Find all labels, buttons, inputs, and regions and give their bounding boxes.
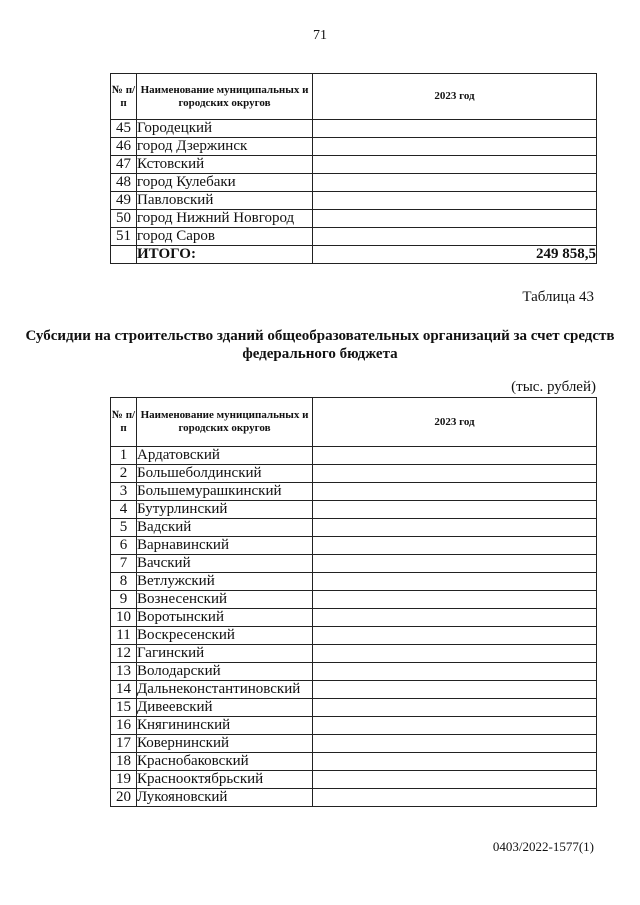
table-row bbox=[111, 555, 597, 573]
subsidy-table-continued bbox=[110, 73, 597, 264]
value-cell bbox=[313, 210, 597, 228]
total-label: ИТОГО: bbox=[137, 246, 313, 264]
table-row bbox=[111, 681, 597, 699]
municipality-name: Княгининский bbox=[137, 717, 313, 735]
value-cell bbox=[313, 156, 597, 174]
table-caption: Таблица 43 bbox=[522, 289, 594, 305]
municipality-name: Павловский bbox=[137, 192, 313, 210]
table-row bbox=[111, 591, 597, 609]
header-municipality: Наименование муниципальных и городских округов bbox=[137, 398, 313, 447]
value-cell bbox=[313, 735, 597, 753]
row-number: 15 bbox=[111, 699, 137, 717]
row-number: 48 bbox=[111, 174, 137, 192]
row-number: 8 bbox=[111, 573, 137, 591]
value-cell bbox=[313, 609, 597, 627]
row-number: 10 bbox=[111, 609, 137, 627]
table-row bbox=[111, 771, 597, 789]
municipality-name: Лукояновский bbox=[137, 789, 313, 807]
municipality-name: Краснооктябрьский bbox=[137, 771, 313, 789]
row-number: 17 bbox=[111, 735, 137, 753]
table-row bbox=[111, 735, 597, 753]
value-cell bbox=[313, 555, 597, 573]
table-title: Субсидии на строительство зданий общеобразовательных организаций за счет средств федерального бюджета bbox=[25, 328, 615, 362]
table-row bbox=[111, 174, 597, 192]
table-row bbox=[111, 537, 597, 555]
subsidy-table bbox=[110, 397, 597, 807]
municipality-name: Вознесенский bbox=[137, 591, 313, 609]
value-cell bbox=[313, 771, 597, 789]
value-cell bbox=[313, 699, 597, 717]
value-cell bbox=[313, 717, 597, 735]
unit-label: (тыс. рублей) bbox=[511, 379, 596, 395]
table-row bbox=[111, 120, 597, 138]
municipality-name: Володарский bbox=[137, 663, 313, 681]
header-year: 2023 год bbox=[313, 74, 597, 120]
row-number: 50 bbox=[111, 210, 137, 228]
municipality-name: Ковернинский bbox=[137, 735, 313, 753]
value-cell bbox=[313, 519, 597, 537]
value-cell bbox=[313, 591, 597, 609]
row-number: 4 bbox=[111, 501, 137, 519]
municipality-name: Вачский bbox=[137, 555, 313, 573]
row-number: 47 bbox=[111, 156, 137, 174]
header-number: № п/п bbox=[111, 74, 137, 120]
table-row bbox=[111, 717, 597, 735]
municipality-name: Бутурлинский bbox=[137, 501, 313, 519]
municipality-name: город Нижний Новгород bbox=[137, 210, 313, 228]
table-row bbox=[111, 156, 597, 174]
table-header-row bbox=[111, 74, 597, 120]
table-row bbox=[111, 789, 597, 807]
table-row bbox=[111, 138, 597, 156]
municipality-name: Дальнеконстантиновский bbox=[137, 681, 313, 699]
table-row bbox=[111, 210, 597, 228]
table-row bbox=[111, 609, 597, 627]
page-number: 71 bbox=[313, 28, 327, 43]
row-number: 14 bbox=[111, 681, 137, 699]
table-row bbox=[111, 447, 597, 465]
value-cell bbox=[313, 501, 597, 519]
table-row bbox=[111, 573, 597, 591]
municipality-name: Воскресенский bbox=[137, 627, 313, 645]
table-row bbox=[111, 519, 597, 537]
table-row bbox=[111, 753, 597, 771]
municipality-name: Краснобаковский bbox=[137, 753, 313, 771]
table-row bbox=[111, 483, 597, 501]
row-number: 51 bbox=[111, 228, 137, 246]
municipality-name: Вадский bbox=[137, 519, 313, 537]
municipality-name: Ветлужский bbox=[137, 573, 313, 591]
value-cell bbox=[313, 465, 597, 483]
table-row bbox=[111, 699, 597, 717]
municipality-name: Большеболдинский bbox=[137, 465, 313, 483]
table-row bbox=[111, 645, 597, 663]
table-row bbox=[111, 465, 597, 483]
row-number: 46 bbox=[111, 138, 137, 156]
table-header-row bbox=[111, 398, 597, 447]
total-row bbox=[111, 246, 597, 264]
value-cell bbox=[313, 174, 597, 192]
row-number: 3 bbox=[111, 483, 137, 501]
table-row bbox=[111, 192, 597, 210]
row-number: 2 bbox=[111, 465, 137, 483]
row-number: 11 bbox=[111, 627, 137, 645]
table-row bbox=[111, 627, 597, 645]
value-cell bbox=[313, 789, 597, 807]
municipality-name: Кстовский bbox=[137, 156, 313, 174]
value-cell bbox=[313, 483, 597, 501]
row-number: 7 bbox=[111, 555, 137, 573]
header-year: 2023 год bbox=[313, 398, 597, 447]
total-number bbox=[111, 246, 137, 264]
row-number: 6 bbox=[111, 537, 137, 555]
row-number: 49 bbox=[111, 192, 137, 210]
row-number: 1 bbox=[111, 447, 137, 465]
row-number: 18 bbox=[111, 753, 137, 771]
row-number: 45 bbox=[111, 120, 137, 138]
value-cell bbox=[313, 192, 597, 210]
municipality-name: Большемурашкинский bbox=[137, 483, 313, 501]
value-cell bbox=[313, 753, 597, 771]
value-cell bbox=[313, 645, 597, 663]
value-cell bbox=[313, 537, 597, 555]
municipality-name: Ардатовский bbox=[137, 447, 313, 465]
value-cell bbox=[313, 663, 597, 681]
total-value: 249 858,5 bbox=[313, 246, 597, 264]
municipality-name: город Саров bbox=[137, 228, 313, 246]
municipality-name: город Кулебаки bbox=[137, 174, 313, 192]
value-cell bbox=[313, 447, 597, 465]
row-number: 9 bbox=[111, 591, 137, 609]
row-number: 20 bbox=[111, 789, 137, 807]
row-number: 16 bbox=[111, 717, 137, 735]
municipality-name: город Дзержинск bbox=[137, 138, 313, 156]
table-row bbox=[111, 501, 597, 519]
value-cell bbox=[313, 627, 597, 645]
row-number: 12 bbox=[111, 645, 137, 663]
value-cell bbox=[313, 228, 597, 246]
value-cell bbox=[313, 681, 597, 699]
row-number: 13 bbox=[111, 663, 137, 681]
municipality-name: Дивеевский bbox=[137, 699, 313, 717]
value-cell bbox=[313, 120, 597, 138]
row-number: 19 bbox=[111, 771, 137, 789]
municipality-name: Городецкий bbox=[137, 120, 313, 138]
header-municipality: Наименование муниципальных и городских округов bbox=[137, 74, 313, 120]
municipality-name: Воротынский bbox=[137, 609, 313, 627]
table-row bbox=[111, 663, 597, 681]
header-number: № п/п bbox=[111, 398, 137, 447]
value-cell bbox=[313, 573, 597, 591]
document-code: 0403/2022-1577(1) bbox=[492, 839, 594, 854]
row-number: 5 bbox=[111, 519, 137, 537]
municipality-name: Гагинский bbox=[137, 645, 313, 663]
municipality-name: Варнавинский bbox=[137, 537, 313, 555]
value-cell bbox=[313, 138, 597, 156]
table-row bbox=[111, 228, 597, 246]
